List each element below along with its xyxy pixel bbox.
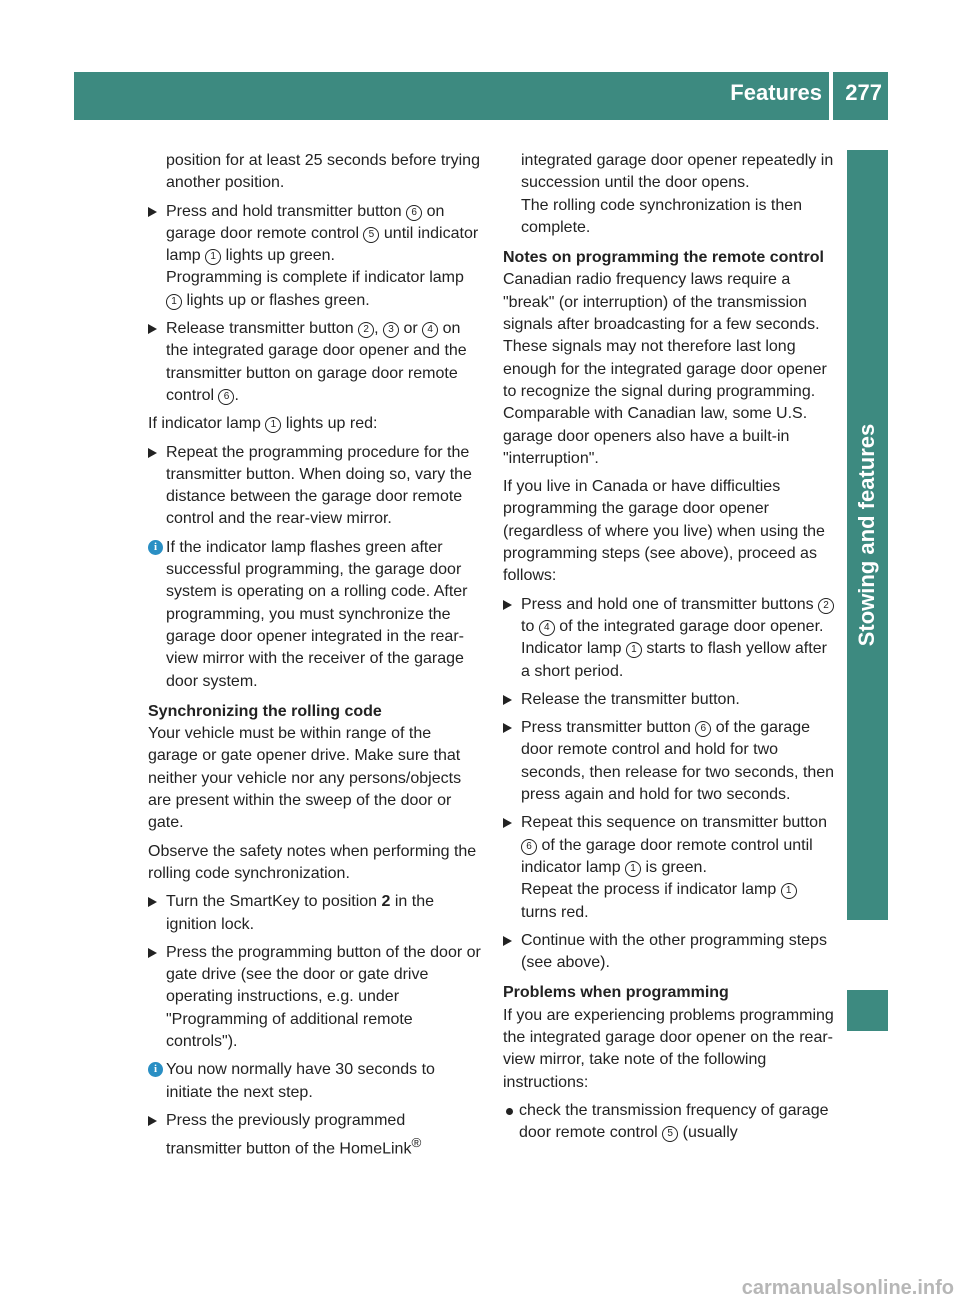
- step-arrow-icon: [503, 695, 512, 705]
- step: Press transmitter button 6 of the garage door remote control and hold for two seconds, then release for two seconds, then press again and hold for two seconds.: [503, 717, 835, 806]
- paragraph: Observe the safety notes when performing the rolling code synchronization.: [148, 842, 477, 882]
- paragraph: If you live in Canada or have difficulties programming the garage door opener (regardless of where you live) when using the programming steps (see above), proceed as follows:: [503, 478, 825, 585]
- step: Repeat this sequence on transmitter button 6 of the garage door remote control until indicator lamp 1 is green. Repeat the process if indicator lamp 1 turns red.: [503, 812, 835, 923]
- continued-text: integrated garage door opener repeatedly in succession until the door opens. The rolling code synchronization is then complete.: [521, 152, 834, 236]
- paragraph: If indicator lamp 1 lights up red:: [148, 415, 378, 433]
- step-arrow-icon: [148, 897, 157, 907]
- callout-number: 1: [166, 294, 182, 310]
- section-title: Features: [730, 80, 822, 105]
- step-arrow-icon: [148, 207, 157, 217]
- paragraph: If you are experiencing problems programming the integrated garage door opener on the rear-view mirror, take note of the following instructions:: [503, 1006, 834, 1091]
- bullet-item: check the transmission frequency of garage door remote control 5 (usually: [503, 1100, 835, 1145]
- side-marker: [847, 990, 888, 1031]
- info-icon: i: [148, 1062, 163, 1077]
- callout-number: 1: [626, 642, 642, 658]
- callout-number: 6: [695, 721, 711, 737]
- step: Press the programming button of the door or gate drive (see the door or gate drive operating instructions, e.g. under "Programming of additional remote controls").: [148, 942, 483, 1053]
- info-note: i If the indicator lamp flashes green after successful programming, the garage door system is operating on a rolling code. After programming, you must synchronize the garage door opener integrated in the rear-view mirror with the receiver of the garage door system.: [148, 537, 483, 693]
- step: Continue with the other programming steps (see above).: [503, 930, 835, 975]
- step-arrow-icon: [148, 324, 157, 334]
- callout-number: 3: [383, 322, 399, 338]
- step: Repeat the programming procedure for the transmitter button. When doing so, vary the distance between the garage door remote control and the rear-view mirror.: [148, 442, 483, 531]
- callout-number: 4: [422, 322, 438, 338]
- step: Press and hold one of transmitter buttons 2 to 4 of the integrated garage door opener. Indicator lamp 1 starts to flash yellow after a short period.: [503, 594, 835, 683]
- step: Turn the SmartKey to position 2 in the ignition lock.: [148, 891, 483, 936]
- bullet-dot-icon: [506, 1108, 513, 1115]
- paragraph: Your vehicle must be within range of the garage or gate opener drive. Make sure that neither your vehicle nor any persons/objects are present within the sweep of the door or gate.: [148, 725, 462, 832]
- info-note: i You now normally have 30 seconds to initiate the next step.: [148, 1059, 483, 1104]
- callout-number: 2: [818, 598, 834, 614]
- callout-number: 2: [358, 322, 374, 338]
- paragraph: Canadian radio frequency laws require a "break" (or interruption) of the transmission signals after broadcasting for a few seconds. These signals may not therefore last long enough for the integrated garage door opener to recognize the signal during programming. Comparable with Canadian law, some U.S. garage door openers also have a built-in "interruption".: [503, 271, 827, 467]
- callout-number: 1: [265, 417, 281, 433]
- callout-number: 6: [521, 839, 537, 855]
- step-arrow-icon: [503, 936, 512, 946]
- heading: Problems when programming: [503, 984, 729, 1002]
- callout-number: 1: [781, 883, 797, 899]
- step-arrow-icon: [503, 600, 512, 610]
- callout-number: 1: [625, 861, 641, 877]
- step-arrow-icon: [148, 448, 157, 458]
- continued-text: position for at least 25 seconds before trying another position.: [166, 152, 480, 192]
- right-column: [503, 150, 835, 1150]
- callout-number: 6: [218, 389, 234, 405]
- watermark: carmanualsonline.info: [741, 1277, 954, 1299]
- callout-number: 5: [363, 227, 379, 243]
- step-arrow-icon: [148, 948, 157, 958]
- side-tab-label: Stowing and features: [854, 423, 880, 647]
- step: Release the transmitter button.: [503, 689, 835, 711]
- heading: Notes on programming the remote control: [503, 249, 824, 267]
- info-icon: i: [148, 540, 163, 555]
- step: Release transmitter button 2 , 3 or 4 on the integrated garage door opener and the transmitter button on garage door remote control 6 .: [148, 318, 483, 407]
- left-column: [148, 150, 483, 1167]
- step-arrow-icon: [148, 1116, 157, 1126]
- step: Press the previously programmed transmitter button of the HomeLink®: [148, 1110, 483, 1161]
- heading: Synchronizing the rolling code: [148, 702, 382, 720]
- callout-number: 5: [662, 1126, 678, 1142]
- callout-number: 1: [205, 249, 221, 265]
- header-separator: [829, 72, 833, 120]
- step-arrow-icon: [503, 723, 512, 733]
- page-number: 277: [845, 80, 882, 105]
- callout-number: 6: [406, 205, 422, 221]
- side-tab-label-wrap: [847, 150, 888, 920]
- step-arrow-icon: [503, 818, 512, 828]
- step: Press and hold transmitter button 6 on garage door remote control 5 until indicator lamp 1 lights up green. Programming is complete if indicator lamp 1 lights up or flashes green.: [148, 201, 483, 312]
- callout-number: 4: [539, 620, 555, 636]
